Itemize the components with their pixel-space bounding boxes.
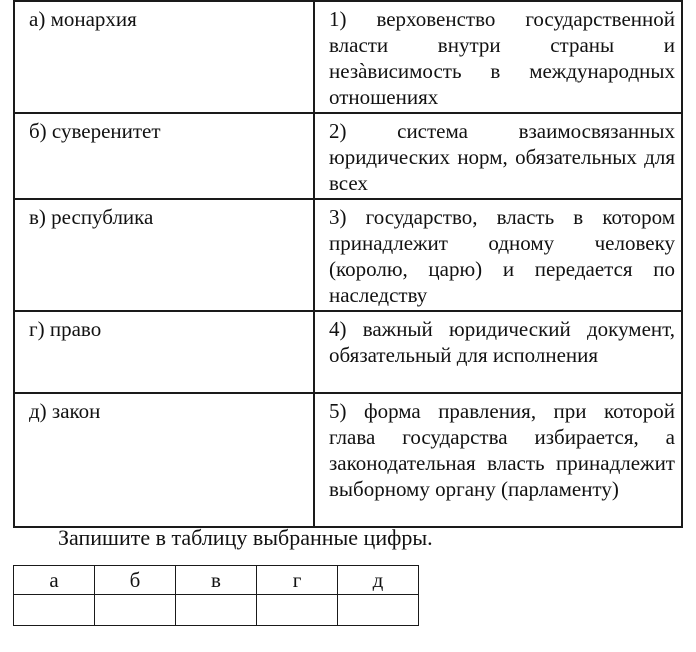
answer-table [13,565,419,626]
term-cell: д) закон [14,393,314,527]
answer-input-cell[interactable] [14,595,95,626]
definition-cell: 3) государство, власть в котором принадлежит одному человеку (королю, царю) и передается по наследству [314,199,682,311]
definition-cell: 1) верховенство государственной власти внутри страны и незàвисимость в международных отношениях [314,1,682,113]
table-row [14,311,682,393]
answer-header-cell: б [95,566,176,595]
answer-input-cell[interactable] [338,595,419,626]
answer-input-cell[interactable] [95,595,176,626]
instruction-text: Запишите в таблицу выбранные цифры. [58,525,433,550]
term-cell: б) суверенитет [14,113,314,199]
definition-cell: 4) важный юридический документ, обязательный для исполнения [314,311,682,393]
definition-cell: 2) система взаимосвязанных юридических норм, обязательных для всех [314,113,682,199]
answer-value-row [14,595,419,626]
answer-header-cell: д [338,566,419,595]
answer-header-row [14,566,419,595]
answer-header-cell: а [14,566,95,595]
answer-header-cell: в [176,566,257,595]
table-row [14,1,682,113]
answer-input-cell[interactable] [257,595,338,626]
definition-cell: 5) форма правления, при которой глава государства избирается, а законодательная власть принадлежит выборному органу (парламенту) [314,393,682,527]
table-row [14,113,682,199]
term-cell: г) право [14,311,314,393]
answer-input-cell[interactable] [176,595,257,626]
answer-header-cell: г [257,566,338,595]
table-row [14,199,682,311]
matching-table [13,0,683,528]
term-cell: в) республика [14,199,314,311]
table-row [14,393,682,527]
term-cell: а) монархия [14,1,314,113]
